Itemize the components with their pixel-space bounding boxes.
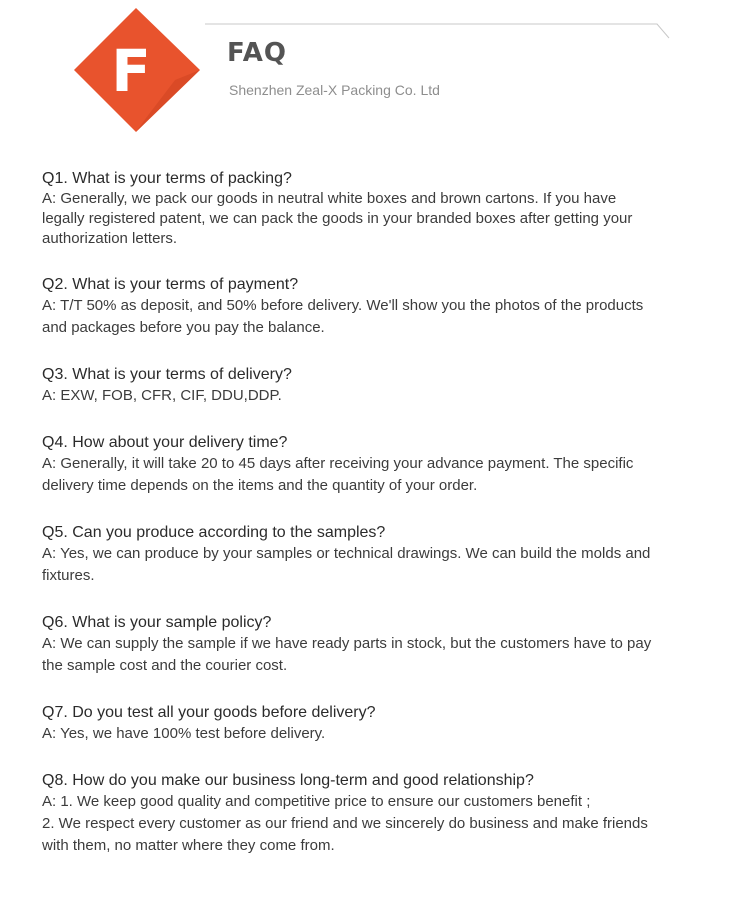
faq-answer-line: A: Yes, we have 100% test before delivery. bbox=[42, 725, 326, 742]
faq-item-8 bbox=[42, 771, 722, 857]
faq-question: Q8. How do you make our business long-term and good relationship? bbox=[42, 772, 534, 789]
faq-question: Q7. Do you test all your goods before delivery? bbox=[42, 704, 376, 721]
faq-answer-line: and packages before you pay the balance. bbox=[42, 319, 325, 336]
faq-item-1 bbox=[42, 169, 722, 249]
faq-answer-line: A: We can supply the sample if we have ready parts in stock, but the customers have to pay bbox=[42, 635, 652, 652]
faq-item-4 bbox=[42, 433, 722, 497]
faq-question: Q1. What is your terms of packing? bbox=[42, 170, 292, 187]
faq-answer-line: A: Yes, we can produce by your samples or technical drawings. We can build the molds and bbox=[42, 545, 651, 562]
faq-answer-line: with them, no matter where they come from. bbox=[42, 837, 335, 854]
faq-answer-line: legally registered patent, we can pack the goods in your branded boxes after getting your bbox=[42, 210, 633, 227]
faq-question: Q2. What is your terms of payment? bbox=[42, 276, 299, 293]
faq-list bbox=[42, 169, 722, 857]
faq-item-3 bbox=[42, 365, 722, 407]
faq-item-7 bbox=[42, 703, 722, 745]
faq-answer-line: A: Generally, we pack our goods in neutral white boxes and brown cartons. If you have bbox=[42, 190, 617, 207]
faq-question: Q3. What is your terms of delivery? bbox=[42, 366, 292, 383]
faq-item-6 bbox=[42, 613, 722, 677]
faq-answer-line: A: T/T 50% as deposit, and 50% before delivery. We'll show you the photos of the products bbox=[42, 297, 644, 314]
logo-letter: F bbox=[111, 37, 151, 105]
faq-answer-line: the sample cost and the courier cost. bbox=[42, 657, 288, 674]
faq-question: Q5. Can you produce according to the samples? bbox=[42, 524, 386, 541]
faq-header bbox=[0, 0, 750, 150]
faq-question: Q4. How about your delivery time? bbox=[42, 434, 288, 451]
faq-answer-line: A: Generally, it will take 20 to 45 days after receiving your advance payment. The specific bbox=[42, 455, 634, 472]
faq-answer-line: authorization letters. bbox=[42, 230, 178, 247]
faq-answer-line: A: 1. We keep good quality and competitive price to ensure our customers benefit ; bbox=[42, 793, 591, 810]
faq-answer-line: delivery time depends on the items and the quantity of your order. bbox=[42, 477, 478, 494]
company-name: Shenzhen Zeal-X Packing Co. Ltd bbox=[229, 82, 440, 98]
header-rule bbox=[205, 24, 669, 38]
faq-item-5 bbox=[42, 523, 722, 587]
faq-question: Q6. What is your sample policy? bbox=[42, 614, 272, 631]
faq-answer-line: A: EXW, FOB, CFR, CIF, DDU,DDP. bbox=[42, 387, 282, 404]
faq-item-2 bbox=[42, 275, 722, 339]
page-title: FAQ bbox=[227, 38, 288, 68]
faq-answer-line: 2. We respect every customer as our friend and we sincerely do business and make friends bbox=[42, 815, 648, 832]
faq-answer-line: fixtures. bbox=[42, 567, 95, 584]
